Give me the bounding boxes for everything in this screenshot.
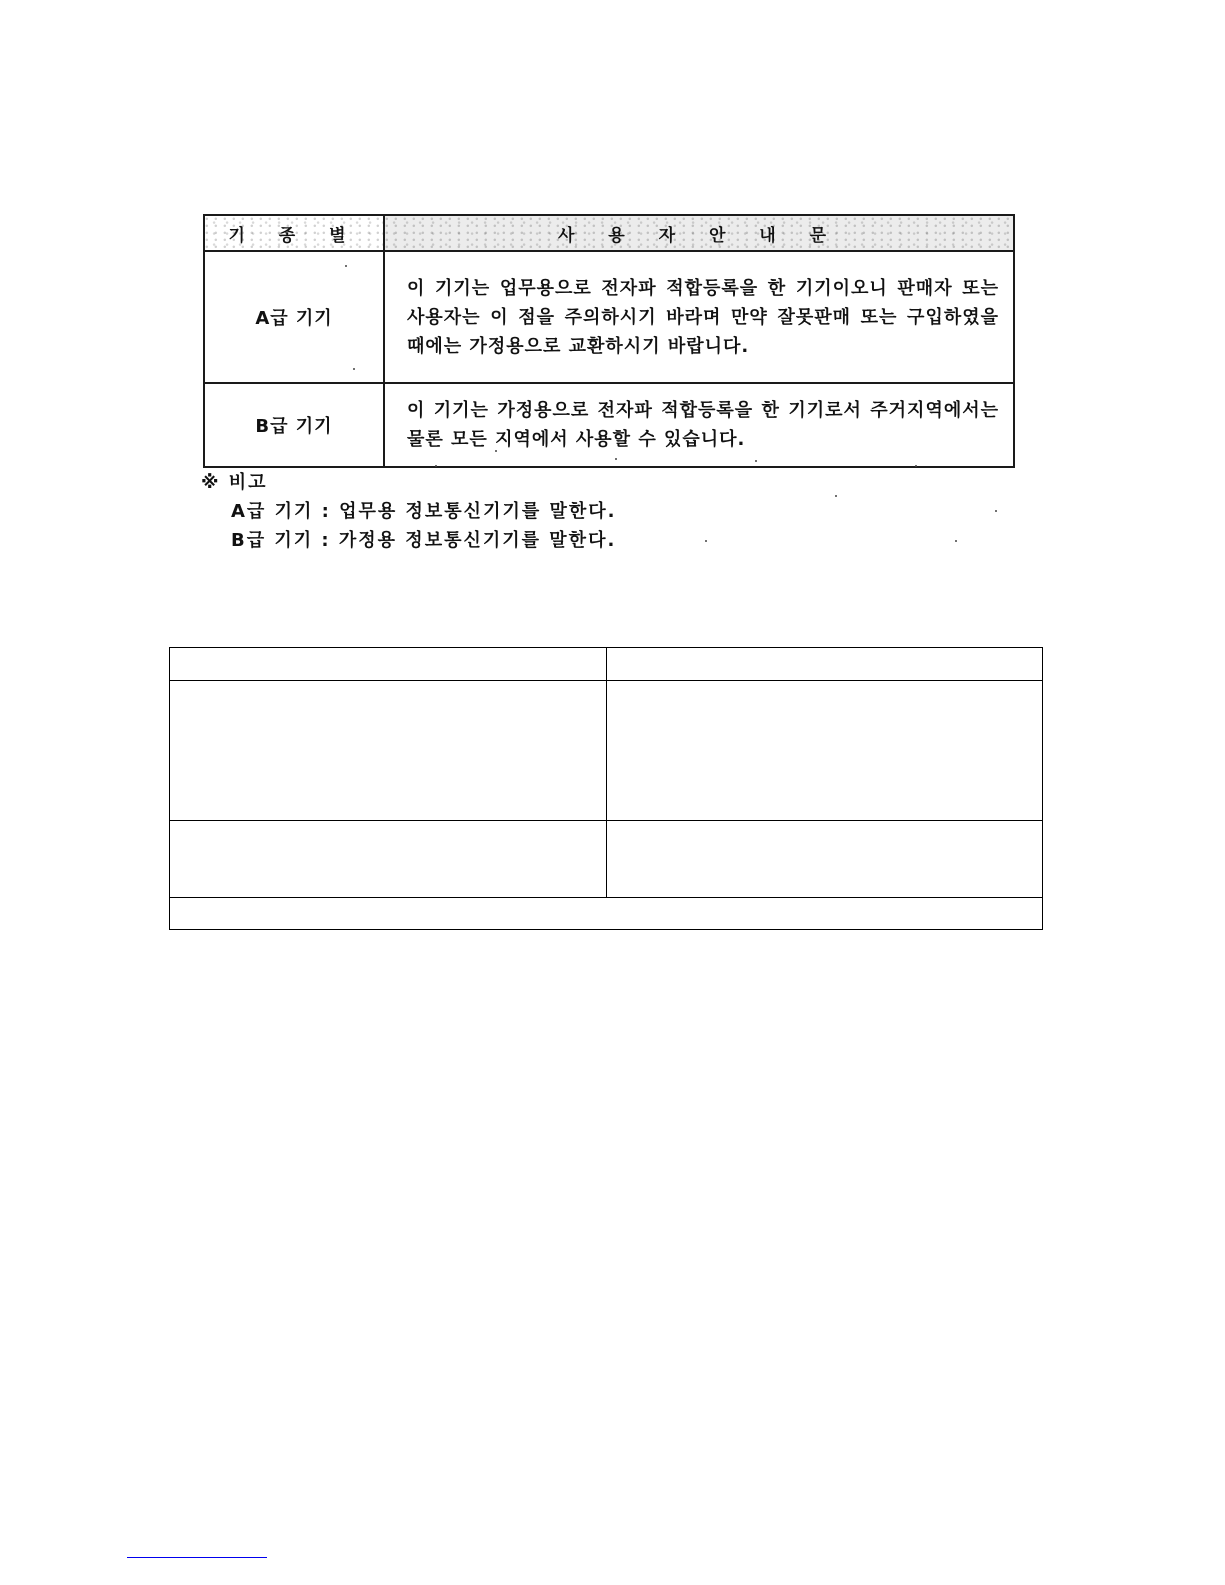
blank-header-row: [170, 648, 1043, 681]
blank-remark-row: [170, 898, 1043, 930]
scan-speck: [755, 460, 757, 462]
blank-translation-table: [169, 647, 1043, 930]
notice-table: [203, 214, 1015, 468]
blank-cell: [607, 821, 1043, 898]
class-a-notice-text: 이 기기는 업무용으로 전자파 적합등록을 한 기기이오니 판매자 또는 사용자는 이 점을 주의하시기 바라며 만약 잘못판매 또는 구입하였을 때에는 가정용으로 교환하시기 바랍니다.: [384, 251, 1014, 383]
class-b-label: B급 기기: [204, 383, 384, 467]
scan-speck: [955, 540, 957, 542]
scan-speck: [435, 465, 437, 467]
blank-cell: [170, 648, 607, 681]
scan-speck: [835, 495, 837, 497]
blank-cell: [607, 648, 1043, 681]
scan-speck: [615, 458, 617, 460]
remark-definition-a: A급 기기 : 업무용 정보통신기기를 말한다.: [231, 501, 617, 522]
scan-speck: [353, 368, 355, 370]
blank-cell: [170, 898, 1043, 930]
notice-row-class-a: [204, 251, 1014, 383]
blank-row-class-b: [170, 821, 1043, 898]
notice-row-class-b: [204, 383, 1014, 467]
notice-header-row: [204, 215, 1014, 251]
scan-speck: [495, 450, 497, 452]
remark-block: [201, 468, 617, 555]
blank-cell: [170, 681, 607, 821]
class-b-notice-text: 이 기기는 가정용으로 전자파 적합등록을 한 기기로서 주거지역에서는 물론 모든 지역에서 사용할 수 있습니다.: [384, 383, 1014, 467]
blank-cell: [607, 681, 1043, 821]
scan-speck: [995, 510, 997, 512]
scanned-notice: [195, 210, 1025, 555]
scan-speck: [915, 465, 917, 467]
notice-column-header: 사 용 자 안 내 문: [384, 215, 1014, 251]
class-column-header: 기 종 별: [204, 215, 384, 251]
blank-row-class-a: [170, 681, 1043, 821]
class-a-label: A급 기기: [204, 251, 384, 383]
footnote-separator: [127, 1557, 267, 1558]
remark-definition-b: B급 기기 : 가정용 정보통신기기를 말한다.: [231, 530, 617, 551]
blank-cell: [170, 821, 607, 898]
scan-speck: [345, 265, 347, 267]
scan-speck: [705, 540, 707, 542]
remark-title: ※ 비고: [201, 472, 268, 493]
